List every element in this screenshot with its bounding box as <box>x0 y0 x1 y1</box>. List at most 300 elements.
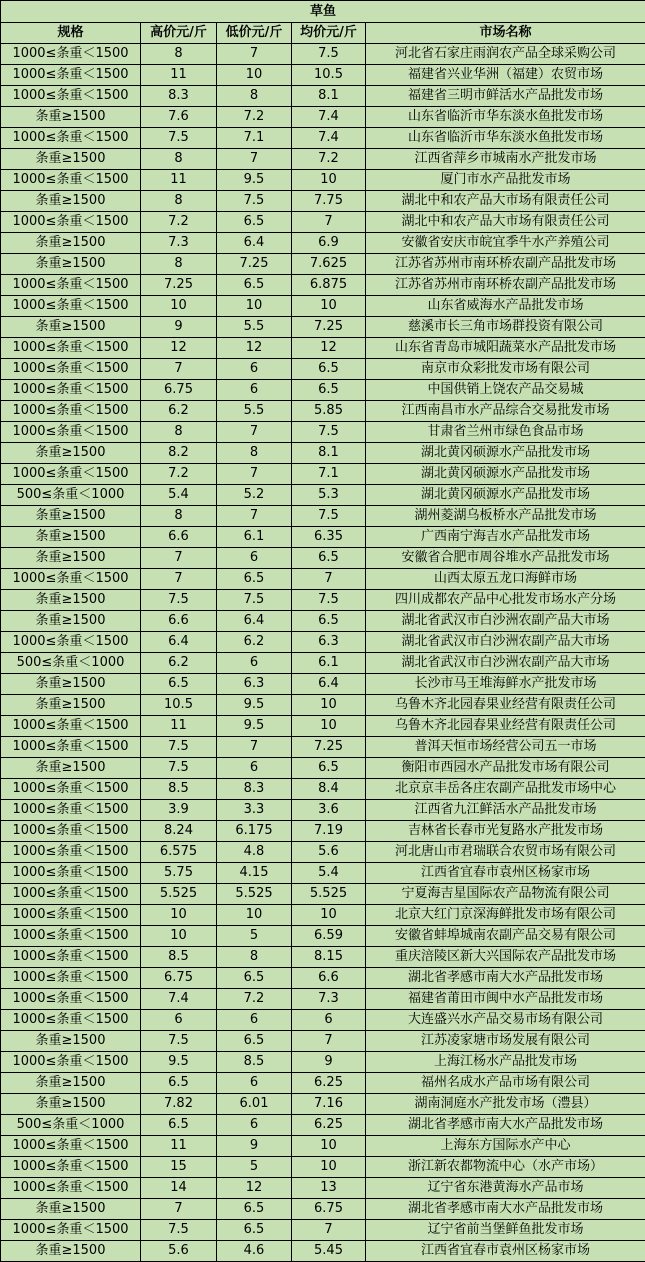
spec-cell: 1000≤条重＜1500 <box>1 863 141 884</box>
spec-cell: 1000≤条重＜1500 <box>1 569 141 590</box>
avg-price-cell: 7.75 <box>292 191 366 212</box>
table-row <box>1 737 645 758</box>
high-price-cell: 9.5 <box>141 1052 217 1073</box>
table-row <box>1 1199 645 1220</box>
low-price-cell: 6.3 <box>217 674 292 695</box>
market-name-cell: 福州名成水产品市场有限公司 <box>366 1073 645 1094</box>
avg-price-cell: 8.4 <box>292 779 366 800</box>
spec-cell: 条重≥1500 <box>1 233 141 254</box>
spec-cell: 条重≥1500 <box>1 758 141 779</box>
low-price-cell: 5.5 <box>217 401 292 422</box>
table-row <box>1 422 645 443</box>
market-name-cell: 湖北黄冈硕源水产品批发市场 <box>366 443 645 464</box>
market-name-cell: 江西省宜春市袁州区杨家市场 <box>366 1241 645 1262</box>
market-name-cell: 甘肃省兰州市绿色食品市场 <box>366 422 645 443</box>
high-price-cell: 5.6 <box>141 1241 217 1262</box>
header-high-price: 高价元/斤 <box>141 23 217 44</box>
market-name-cell: 湖北省武汉市白沙洲农副产品大市场 <box>366 653 645 674</box>
low-price-cell: 9.5 <box>217 716 292 737</box>
table-row <box>1 1073 645 1094</box>
table-title: 草鱼 <box>1 1 645 23</box>
table-row <box>1 1157 645 1178</box>
spec-cell: 1000≤条重＜1500 <box>1 947 141 968</box>
spec-cell: 1000≤条重＜1500 <box>1 905 141 926</box>
table-row <box>1 296 645 317</box>
low-price-cell: 5.2 <box>217 485 292 506</box>
header-spec: 规格 <box>1 23 141 44</box>
high-price-cell: 8.2 <box>141 443 217 464</box>
spec-cell: 1000≤条重＜1500 <box>1 842 141 863</box>
spec-cell: 1000≤条重＜1500 <box>1 170 141 191</box>
spec-cell: 条重≥1500 <box>1 590 141 611</box>
spec-cell: 条重≥1500 <box>1 107 141 128</box>
avg-price-cell: 5.3 <box>292 485 366 506</box>
market-name-cell: 山东省临沂市华东淡水鱼批发市场 <box>366 107 645 128</box>
market-name-cell: 福建省三明市鲜活水产品批发市场 <box>366 86 645 107</box>
spec-cell: 条重≥1500 <box>1 149 141 170</box>
table-row <box>1 989 645 1010</box>
low-price-cell: 6 <box>217 1115 292 1136</box>
avg-price-cell: 7.5 <box>292 422 366 443</box>
spec-cell: 条重≥1500 <box>1 506 141 527</box>
high-price-cell: 8.5 <box>141 779 217 800</box>
low-price-cell: 7.5 <box>217 590 292 611</box>
market-name-cell: 湖北中和农产品大市场有限责任公司 <box>366 212 645 233</box>
table-row <box>1 527 645 548</box>
market-name-cell: 湖州菱湖乌板桥水产品批发市场 <box>366 506 645 527</box>
table-row <box>1 926 645 947</box>
high-price-cell: 6.6 <box>141 527 217 548</box>
low-price-cell: 7 <box>217 737 292 758</box>
avg-price-cell: 6.35 <box>292 527 366 548</box>
low-price-cell: 5 <box>217 1157 292 1178</box>
low-price-cell: 5 <box>217 926 292 947</box>
high-price-cell: 5.4 <box>141 485 217 506</box>
spec-cell: 1000≤条重＜1500 <box>1 1010 141 1031</box>
spec-cell: 条重≥1500 <box>1 191 141 212</box>
high-price-cell: 10 <box>141 926 217 947</box>
high-price-cell: 6.6 <box>141 611 217 632</box>
table-row <box>1 1031 645 1052</box>
spec-cell: 1000≤条重＜1500 <box>1 275 141 296</box>
avg-price-cell: 6.4 <box>292 674 366 695</box>
table-row <box>1 485 645 506</box>
avg-price-cell: 8.1 <box>292 443 366 464</box>
market-name-cell: 江西省宜春市袁州区杨家市场 <box>366 863 645 884</box>
high-price-cell: 7.5 <box>141 1031 217 1052</box>
low-price-cell: 12 <box>217 338 292 359</box>
high-price-cell: 8 <box>141 506 217 527</box>
low-price-cell: 6.175 <box>217 821 292 842</box>
avg-price-cell: 7.3 <box>292 989 366 1010</box>
market-name-cell: 辽宁省东港黄海水产品市场 <box>366 1178 645 1199</box>
market-name-cell: 山东省临沂市华东淡水鱼批发市场 <box>366 128 645 149</box>
high-price-cell: 7.82 <box>141 1094 217 1115</box>
avg-price-cell: 7.5 <box>292 590 366 611</box>
header-market-name: 市场名称 <box>366 23 645 44</box>
market-name-cell: 广西南宁海吉水产品批发市场 <box>366 527 645 548</box>
spec-cell: 条重≥1500 <box>1 1199 141 1220</box>
low-price-cell: 6 <box>217 653 292 674</box>
market-name-cell: 乌鲁木齐北园春果业经营有限责任公司 <box>366 695 645 716</box>
market-name-cell: 厦门市水产品批发市场 <box>366 170 645 191</box>
high-price-cell: 6.5 <box>141 1115 217 1136</box>
table-row <box>1 674 645 695</box>
spec-cell: 条重≥1500 <box>1 611 141 632</box>
table-row <box>1 968 645 989</box>
low-price-cell: 8 <box>217 947 292 968</box>
market-name-cell: 四川成都农产品中心批发市场水产分场 <box>366 590 645 611</box>
market-name-cell: 江西南昌市水产品综合交易批发市场 <box>366 401 645 422</box>
spec-cell: 1000≤条重＜1500 <box>1 800 141 821</box>
header-row <box>1 23 645 44</box>
high-price-cell: 6.75 <box>141 380 217 401</box>
high-price-cell: 6.5 <box>141 1073 217 1094</box>
high-price-cell: 10.5 <box>141 695 217 716</box>
market-name-cell: 湖北省孝感市南大水产品批发市场 <box>366 1199 645 1220</box>
avg-price-cell: 7.4 <box>292 107 366 128</box>
spec-cell: 条重≥1500 <box>1 1031 141 1052</box>
low-price-cell: 8.3 <box>217 779 292 800</box>
table-row <box>1 779 645 800</box>
table-row <box>1 1094 645 1115</box>
spec-cell: 条重≥1500 <box>1 254 141 275</box>
market-name-cell: 江苏省苏州市南环桥农副产品批发市场 <box>366 254 645 275</box>
avg-price-cell: 6.25 <box>292 1073 366 1094</box>
low-price-cell: 6.5 <box>217 275 292 296</box>
avg-price-cell: 6.9 <box>292 233 366 254</box>
table-row <box>1 947 645 968</box>
spec-cell: 1000≤条重＜1500 <box>1 1136 141 1157</box>
low-price-cell: 10 <box>217 296 292 317</box>
high-price-cell: 8 <box>141 254 217 275</box>
table-row <box>1 863 645 884</box>
market-name-cell: 江西省萍乡市城南水产批发市场 <box>366 149 645 170</box>
spec-cell: 1000≤条重＜1500 <box>1 128 141 149</box>
high-price-cell: 7.5 <box>141 1220 217 1241</box>
high-price-cell: 11 <box>141 1136 217 1157</box>
high-price-cell: 3.9 <box>141 800 217 821</box>
table-row <box>1 821 645 842</box>
spec-cell: 1000≤条重＜1500 <box>1 926 141 947</box>
avg-price-cell: 6.5 <box>292 359 366 380</box>
spec-cell: 条重≥1500 <box>1 674 141 695</box>
table-row <box>1 758 645 779</box>
avg-price-cell: 7 <box>292 569 366 590</box>
market-name-cell: 湖北省武汉市白沙洲农副产品大市场 <box>366 632 645 653</box>
spec-cell: 1000≤条重＜1500 <box>1 1157 141 1178</box>
market-name-cell: 大连盛兴水产品交易市场有限公司 <box>366 1010 645 1031</box>
avg-price-cell: 10 <box>292 716 366 737</box>
high-price-cell: 12 <box>141 338 217 359</box>
avg-price-cell: 7.25 <box>292 737 366 758</box>
spec-cell: 条重≥1500 <box>1 695 141 716</box>
table-row <box>1 86 645 107</box>
table-row <box>1 695 645 716</box>
low-price-cell: 8 <box>217 443 292 464</box>
low-price-cell: 7 <box>217 464 292 485</box>
header-avg-price: 均价元/斤 <box>292 23 366 44</box>
table-row <box>1 1178 645 1199</box>
market-name-cell: 安徽省蚌埠城南农副产品交易有限公司 <box>366 926 645 947</box>
market-name-cell: 上海东方国际水产中心 <box>366 1136 645 1157</box>
avg-price-cell: 10 <box>292 695 366 716</box>
table-row <box>1 65 645 86</box>
avg-price-cell: 7.4 <box>292 128 366 149</box>
avg-price-cell: 6.25 <box>292 1115 366 1136</box>
avg-price-cell: 5.45 <box>292 1241 366 1262</box>
low-price-cell: 6.5 <box>217 1220 292 1241</box>
market-name-cell: 安徽省安庆市皖宜季牛水产养殖公司 <box>366 233 645 254</box>
high-price-cell: 7 <box>141 548 217 569</box>
table-row <box>1 548 645 569</box>
table-row <box>1 464 645 485</box>
low-price-cell: 7.5 <box>217 191 292 212</box>
avg-price-cell: 8.1 <box>292 86 366 107</box>
spec-cell: 1000≤条重＜1500 <box>1 989 141 1010</box>
market-name-cell: 重庆涪陵区新大兴国际农产品批发市场 <box>366 947 645 968</box>
high-price-cell: 8 <box>141 191 217 212</box>
low-price-cell: 7 <box>217 149 292 170</box>
high-price-cell: 7.2 <box>141 464 217 485</box>
market-name-cell: 湖北黄冈硕源水产品批发市场 <box>366 485 645 506</box>
low-price-cell: 6.5 <box>217 968 292 989</box>
spec-cell: 1000≤条重＜1500 <box>1 380 141 401</box>
spec-cell: 条重≥1500 <box>1 527 141 548</box>
avg-price-cell: 6.5 <box>292 758 366 779</box>
spec-cell: 1000≤条重＜1500 <box>1 716 141 737</box>
table-row <box>1 1241 645 1262</box>
market-name-cell: 江西省九江鲜活水产品批发市场 <box>366 800 645 821</box>
avg-price-cell: 7.1 <box>292 464 366 485</box>
high-price-cell: 8.3 <box>141 86 217 107</box>
table-row <box>1 653 645 674</box>
table-row <box>1 380 645 401</box>
market-name-cell: 山东省威海水产品批发市场 <box>366 296 645 317</box>
spec-cell: 1000≤条重＜1500 <box>1 884 141 905</box>
high-price-cell: 8 <box>141 44 217 65</box>
avg-price-cell: 6.3 <box>292 632 366 653</box>
high-price-cell: 8 <box>141 149 217 170</box>
low-price-cell: 10 <box>217 905 292 926</box>
low-price-cell: 6 <box>217 758 292 779</box>
avg-price-cell: 6.6 <box>292 968 366 989</box>
avg-price-cell: 9 <box>292 1052 366 1073</box>
table-row <box>1 443 645 464</box>
market-name-cell: 南京市众彩批发市场有限公司 <box>366 359 645 380</box>
high-price-cell: 10 <box>141 905 217 926</box>
market-name-cell: 慈溪市长三角市场群投资有限公司 <box>366 317 645 338</box>
market-name-cell: 福建省兴业华洲（福建）农贸市场 <box>366 65 645 86</box>
market-name-cell: 湖北黄冈硕源水产品批发市场 <box>366 464 645 485</box>
high-price-cell: 7.4 <box>141 989 217 1010</box>
spec-cell: 1000≤条重＜1500 <box>1 65 141 86</box>
table-row <box>1 842 645 863</box>
low-price-cell: 4.6 <box>217 1241 292 1262</box>
spec-cell: 1000≤条重＜1500 <box>1 212 141 233</box>
high-price-cell: 5.75 <box>141 863 217 884</box>
avg-price-cell: 5.4 <box>292 863 366 884</box>
low-price-cell: 7.1 <box>217 128 292 149</box>
spec-cell: 1000≤条重＜1500 <box>1 359 141 380</box>
table-row <box>1 884 645 905</box>
table-row <box>1 254 645 275</box>
spec-cell: 1000≤条重＜1500 <box>1 1220 141 1241</box>
market-name-cell: 辽宁省前当堡鲜鱼批发市场 <box>366 1220 645 1241</box>
market-name-cell: 湖北省孝感市南大水产品批发市场 <box>366 1115 645 1136</box>
low-price-cell: 5.5 <box>217 317 292 338</box>
table-row <box>1 170 645 191</box>
table-row <box>1 632 645 653</box>
avg-price-cell: 7.2 <box>292 149 366 170</box>
avg-price-cell: 13 <box>292 1178 366 1199</box>
avg-price-cell: 10 <box>292 1157 366 1178</box>
table-row <box>1 1220 645 1241</box>
avg-price-cell: 6.59 <box>292 926 366 947</box>
spec-cell: 条重≥1500 <box>1 1094 141 1115</box>
market-name-cell: 浙江新农都物流中心（水产市场） <box>366 1157 645 1178</box>
high-price-cell: 7.5 <box>141 590 217 611</box>
table-row <box>1 191 645 212</box>
low-price-cell: 6 <box>217 1073 292 1094</box>
avg-price-cell: 10 <box>292 296 366 317</box>
high-price-cell: 14 <box>141 1178 217 1199</box>
avg-price-cell: 5.525 <box>292 884 366 905</box>
avg-price-cell: 6.875 <box>292 275 366 296</box>
table-row <box>1 212 645 233</box>
low-price-cell: 5.525 <box>217 884 292 905</box>
table-row <box>1 128 645 149</box>
avg-price-cell: 6.1 <box>292 653 366 674</box>
low-price-cell: 7 <box>217 44 292 65</box>
spec-cell: 1000≤条重＜1500 <box>1 1052 141 1073</box>
high-price-cell: 11 <box>141 65 217 86</box>
market-name-cell: 河北唐山市君瑞联合农贸市场有限公司 <box>366 842 645 863</box>
spec-cell: 条重≥1500 <box>1 317 141 338</box>
avg-price-cell: 7.16 <box>292 1094 366 1115</box>
avg-price-cell: 7.625 <box>292 254 366 275</box>
low-price-cell: 8 <box>217 86 292 107</box>
spec-cell: 1000≤条重＜1500 <box>1 422 141 443</box>
header-low-price: 低价元/斤 <box>217 23 292 44</box>
low-price-cell: 9 <box>217 1136 292 1157</box>
high-price-cell: 7.5 <box>141 758 217 779</box>
high-price-cell: 8.24 <box>141 821 217 842</box>
spec-cell: 1000≤条重＜1500 <box>1 1178 141 1199</box>
avg-price-cell: 7 <box>292 212 366 233</box>
spec-cell: 1000≤条重＜1500 <box>1 401 141 422</box>
high-price-cell: 15 <box>141 1157 217 1178</box>
market-name-cell: 湖北省武汉市白沙洲农副产品大市场 <box>366 611 645 632</box>
table-row <box>1 149 645 170</box>
low-price-cell: 6.5 <box>217 1199 292 1220</box>
high-price-cell: 7.3 <box>141 233 217 254</box>
spec-cell: 500≤条重＜1000 <box>1 653 141 674</box>
spec-cell: 1000≤条重＜1500 <box>1 779 141 800</box>
table-row <box>1 800 645 821</box>
low-price-cell: 9.5 <box>217 170 292 191</box>
low-price-cell: 6.2 <box>217 632 292 653</box>
market-name-cell: 宁夏海吉星国际农产品物流有限公司 <box>366 884 645 905</box>
high-price-cell: 7 <box>141 359 217 380</box>
avg-price-cell: 6.5 <box>292 611 366 632</box>
avg-price-cell: 6 <box>292 1010 366 1031</box>
avg-price-cell: 10.5 <box>292 65 366 86</box>
high-price-cell: 7.5 <box>141 737 217 758</box>
table-row <box>1 233 645 254</box>
avg-price-cell: 6.5 <box>292 380 366 401</box>
title-row <box>1 1 645 23</box>
low-price-cell: 9.5 <box>217 695 292 716</box>
table-row <box>1 317 645 338</box>
market-name-cell: 吉林省长春市光复路水产批发市场 <box>366 821 645 842</box>
high-price-cell: 6.75 <box>141 968 217 989</box>
low-price-cell: 6.4 <box>217 233 292 254</box>
market-name-cell: 上海江杨水产品批发市场 <box>366 1052 645 1073</box>
avg-price-cell: 7 <box>292 1220 366 1241</box>
table-row <box>1 107 645 128</box>
low-price-cell: 4.15 <box>217 863 292 884</box>
high-price-cell: 9 <box>141 317 217 338</box>
market-name-cell: 湖北中和农产品大市场有限责任公司 <box>366 191 645 212</box>
low-price-cell: 6.4 <box>217 611 292 632</box>
table-row <box>1 590 645 611</box>
spec-cell: 1000≤条重＜1500 <box>1 296 141 317</box>
market-name-cell: 北京大红门京深海鲜批发市场有限公司 <box>366 905 645 926</box>
table-row <box>1 1136 645 1157</box>
market-name-cell: 安徽省合肥市周谷堆水产品批发市场 <box>366 548 645 569</box>
avg-price-cell: 7 <box>292 1031 366 1052</box>
high-price-cell: 7.5 <box>141 128 217 149</box>
avg-price-cell: 8.15 <box>292 947 366 968</box>
avg-price-cell: 10 <box>292 1136 366 1157</box>
table-row <box>1 569 645 590</box>
low-price-cell: 6 <box>217 359 292 380</box>
table-row <box>1 905 645 926</box>
low-price-cell: 8.5 <box>217 1052 292 1073</box>
spec-cell: 1000≤条重＜1500 <box>1 44 141 65</box>
high-price-cell: 6.2 <box>141 653 217 674</box>
low-price-cell: 6.1 <box>217 527 292 548</box>
market-name-cell: 江苏凌家塘市场发展有限公司 <box>366 1031 645 1052</box>
table-row <box>1 611 645 632</box>
table-row <box>1 275 645 296</box>
low-price-cell: 4.8 <box>217 842 292 863</box>
low-price-cell: 7 <box>217 506 292 527</box>
low-price-cell: 6 <box>217 548 292 569</box>
avg-price-cell: 10 <box>292 170 366 191</box>
low-price-cell: 7 <box>217 422 292 443</box>
table-row <box>1 401 645 422</box>
table-row <box>1 716 645 737</box>
spec-cell: 1000≤条重＜1500 <box>1 821 141 842</box>
market-name-cell: 山东省青岛市城阳蔬菜水产品批发市场 <box>366 338 645 359</box>
avg-price-cell: 10 <box>292 905 366 926</box>
market-name-cell: 中国供销上饶农产品交易城 <box>366 380 645 401</box>
market-name-cell: 福建省莆田市闽中水产品批发市场 <box>366 989 645 1010</box>
market-name-cell: 河北省石家庄雨润农产品全球采购公司 <box>366 44 645 65</box>
high-price-cell: 10 <box>141 296 217 317</box>
market-name-cell: 北京京丰岳各庄农副产品批发市场中心 <box>366 779 645 800</box>
avg-price-cell: 3.6 <box>292 800 366 821</box>
table-row <box>1 1052 645 1073</box>
high-price-cell: 8 <box>141 422 217 443</box>
high-price-cell: 6.5 <box>141 674 217 695</box>
table-body <box>1 44 645 1262</box>
low-price-cell: 6.5 <box>217 569 292 590</box>
high-price-cell: 11 <box>141 170 217 191</box>
low-price-cell: 6 <box>217 1010 292 1031</box>
